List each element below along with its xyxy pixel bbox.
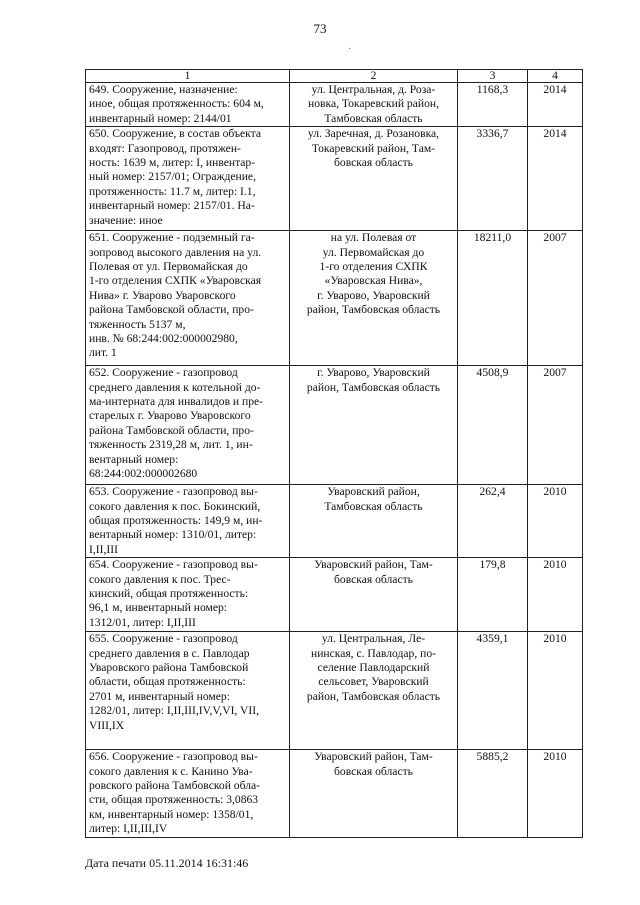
column-header: 3 [458, 70, 528, 83]
object-address: на ул. Полевая от ул. Первомайская до 1-го отделения СХПК «Уваровская Нива», г. Уварово, Уваровский район, Тамбовская область [290, 231, 458, 366]
print-date: Дата печати 05.11.2014 16:31:46 [85, 856, 249, 870]
table-row [86, 485, 583, 558]
object-description: 654. Сооружение - газопровод вы- сокого давления к пос. Трес- кинский, общая протяженность: 96,1 м, инвентарный номер: 1312/01, литер: I,II,III [86, 558, 290, 632]
column-header: 2 [290, 70, 458, 83]
object-value: 3336,7 [458, 127, 528, 231]
object-address: Уваровский район, Там- бовская область [290, 750, 458, 838]
object-year: 2007 [528, 366, 583, 485]
object-year: 2010 [528, 632, 583, 750]
object-address: г. Уварово, Уваровский район, Тамбовская область [290, 366, 458, 485]
object-year: 2014 [528, 127, 583, 231]
column-header: 1 [86, 70, 290, 83]
table-row [86, 127, 583, 231]
table-row [86, 750, 583, 838]
object-year: 2014 [528, 83, 583, 127]
object-year: 2010 [528, 558, 583, 632]
object-address: Уваровский район, Там- бовская область [290, 558, 458, 632]
table-row [86, 83, 583, 127]
object-address: Уваровский район, Тамбовская область [290, 485, 458, 558]
object-description: 650. Сооружение, в состав объекта входят: Газопровод, протяжен- ность: 1639 м, литер: I, инвентар- ный номер: 2157/01; Ограждение, протяженность: 11.7 м, литер: I.1, инвентарный номер: 2157/01. На- значение: иное [86, 127, 290, 231]
object-description: 655. Сооружение - газопровод среднего давления в с. Павлодар Уваровского района Тамбовской области, общая протяженность: 2701 м, инвентарный номер: 1282/01, литер: I,II,III,IV,V,VI, VII, VIII,IX [86, 632, 290, 750]
object-year: 2010 [528, 485, 583, 558]
table-row [86, 366, 583, 485]
object-description: 649. Сооружение, назначение: иное, общая протяженность: 604 м, инвентарный номер: 2144/01 [86, 83, 290, 127]
object-description: 653. Сооружение - газопровод вы- сокого давления к пос. Бокинский, общая протяженность: 149,9 м, ин- вентарный номер: 1310/01, литер: I,II,III [86, 485, 290, 558]
object-value: 18211,0 [458, 231, 528, 366]
object-address: ул. Центральная, д. Роза- новка, Токаревский район, Тамбовская область [290, 83, 458, 127]
object-description: 651. Сооружение - подземный га- зопровод высокого давления на ул. Полевая от ул. Первомайская до 1-го отделения СХПК «Уваровская Нива» г. Уварово Уваровского района Тамбовской области, про- тяженность 5137 м, инв. № 68:244:002:000002980, лит. 1 [86, 231, 290, 366]
object-value: 5885,2 [458, 750, 528, 838]
table-row [86, 558, 583, 632]
object-address: ул. Заречная, д. Розановка, Токаревский район, Там- бовская область [290, 127, 458, 231]
object-value: 262,4 [458, 485, 528, 558]
table-row [86, 231, 583, 366]
object-value: 4359,1 [458, 632, 528, 750]
table-row [86, 632, 583, 750]
object-value: 4508,9 [458, 366, 528, 485]
object-value: 1168,3 [458, 83, 528, 127]
column-header: 4 [528, 70, 583, 83]
object-value: 179,8 [458, 558, 528, 632]
object-address: ул. Центральная, Ле- нинская, с. Павлодар, по- селение Павлодарский сельсовет, Уваровский район, Тамбовская область [290, 632, 458, 750]
page-number: 73 [313, 21, 327, 36]
scan-speck: · [348, 44, 352, 55]
object-description: 652. Сооружение - газопровод среднего давления к котельной до- ма-интерната для инвалидов и пре- старелых г. Уварово Уваровского района Тамбовской области, про- тяженность 2319,28 м, лит. 1, ин- вентарный номер: 68:244:002:000002680 [86, 366, 290, 485]
object-year: 2010 [528, 750, 583, 838]
property-registry-table [85, 69, 583, 838]
table-header-row [86, 70, 583, 83]
object-year: 2007 [528, 231, 583, 366]
object-description: 656. Сооружение - газопровод вы- сокого давления к с. Канино Ува- ровского района Тамбовской обла- сти, общая протяженность: 3,0863 км, инвентарный номер: 1358/01, литер: I,II,III,IV [86, 750, 290, 838]
